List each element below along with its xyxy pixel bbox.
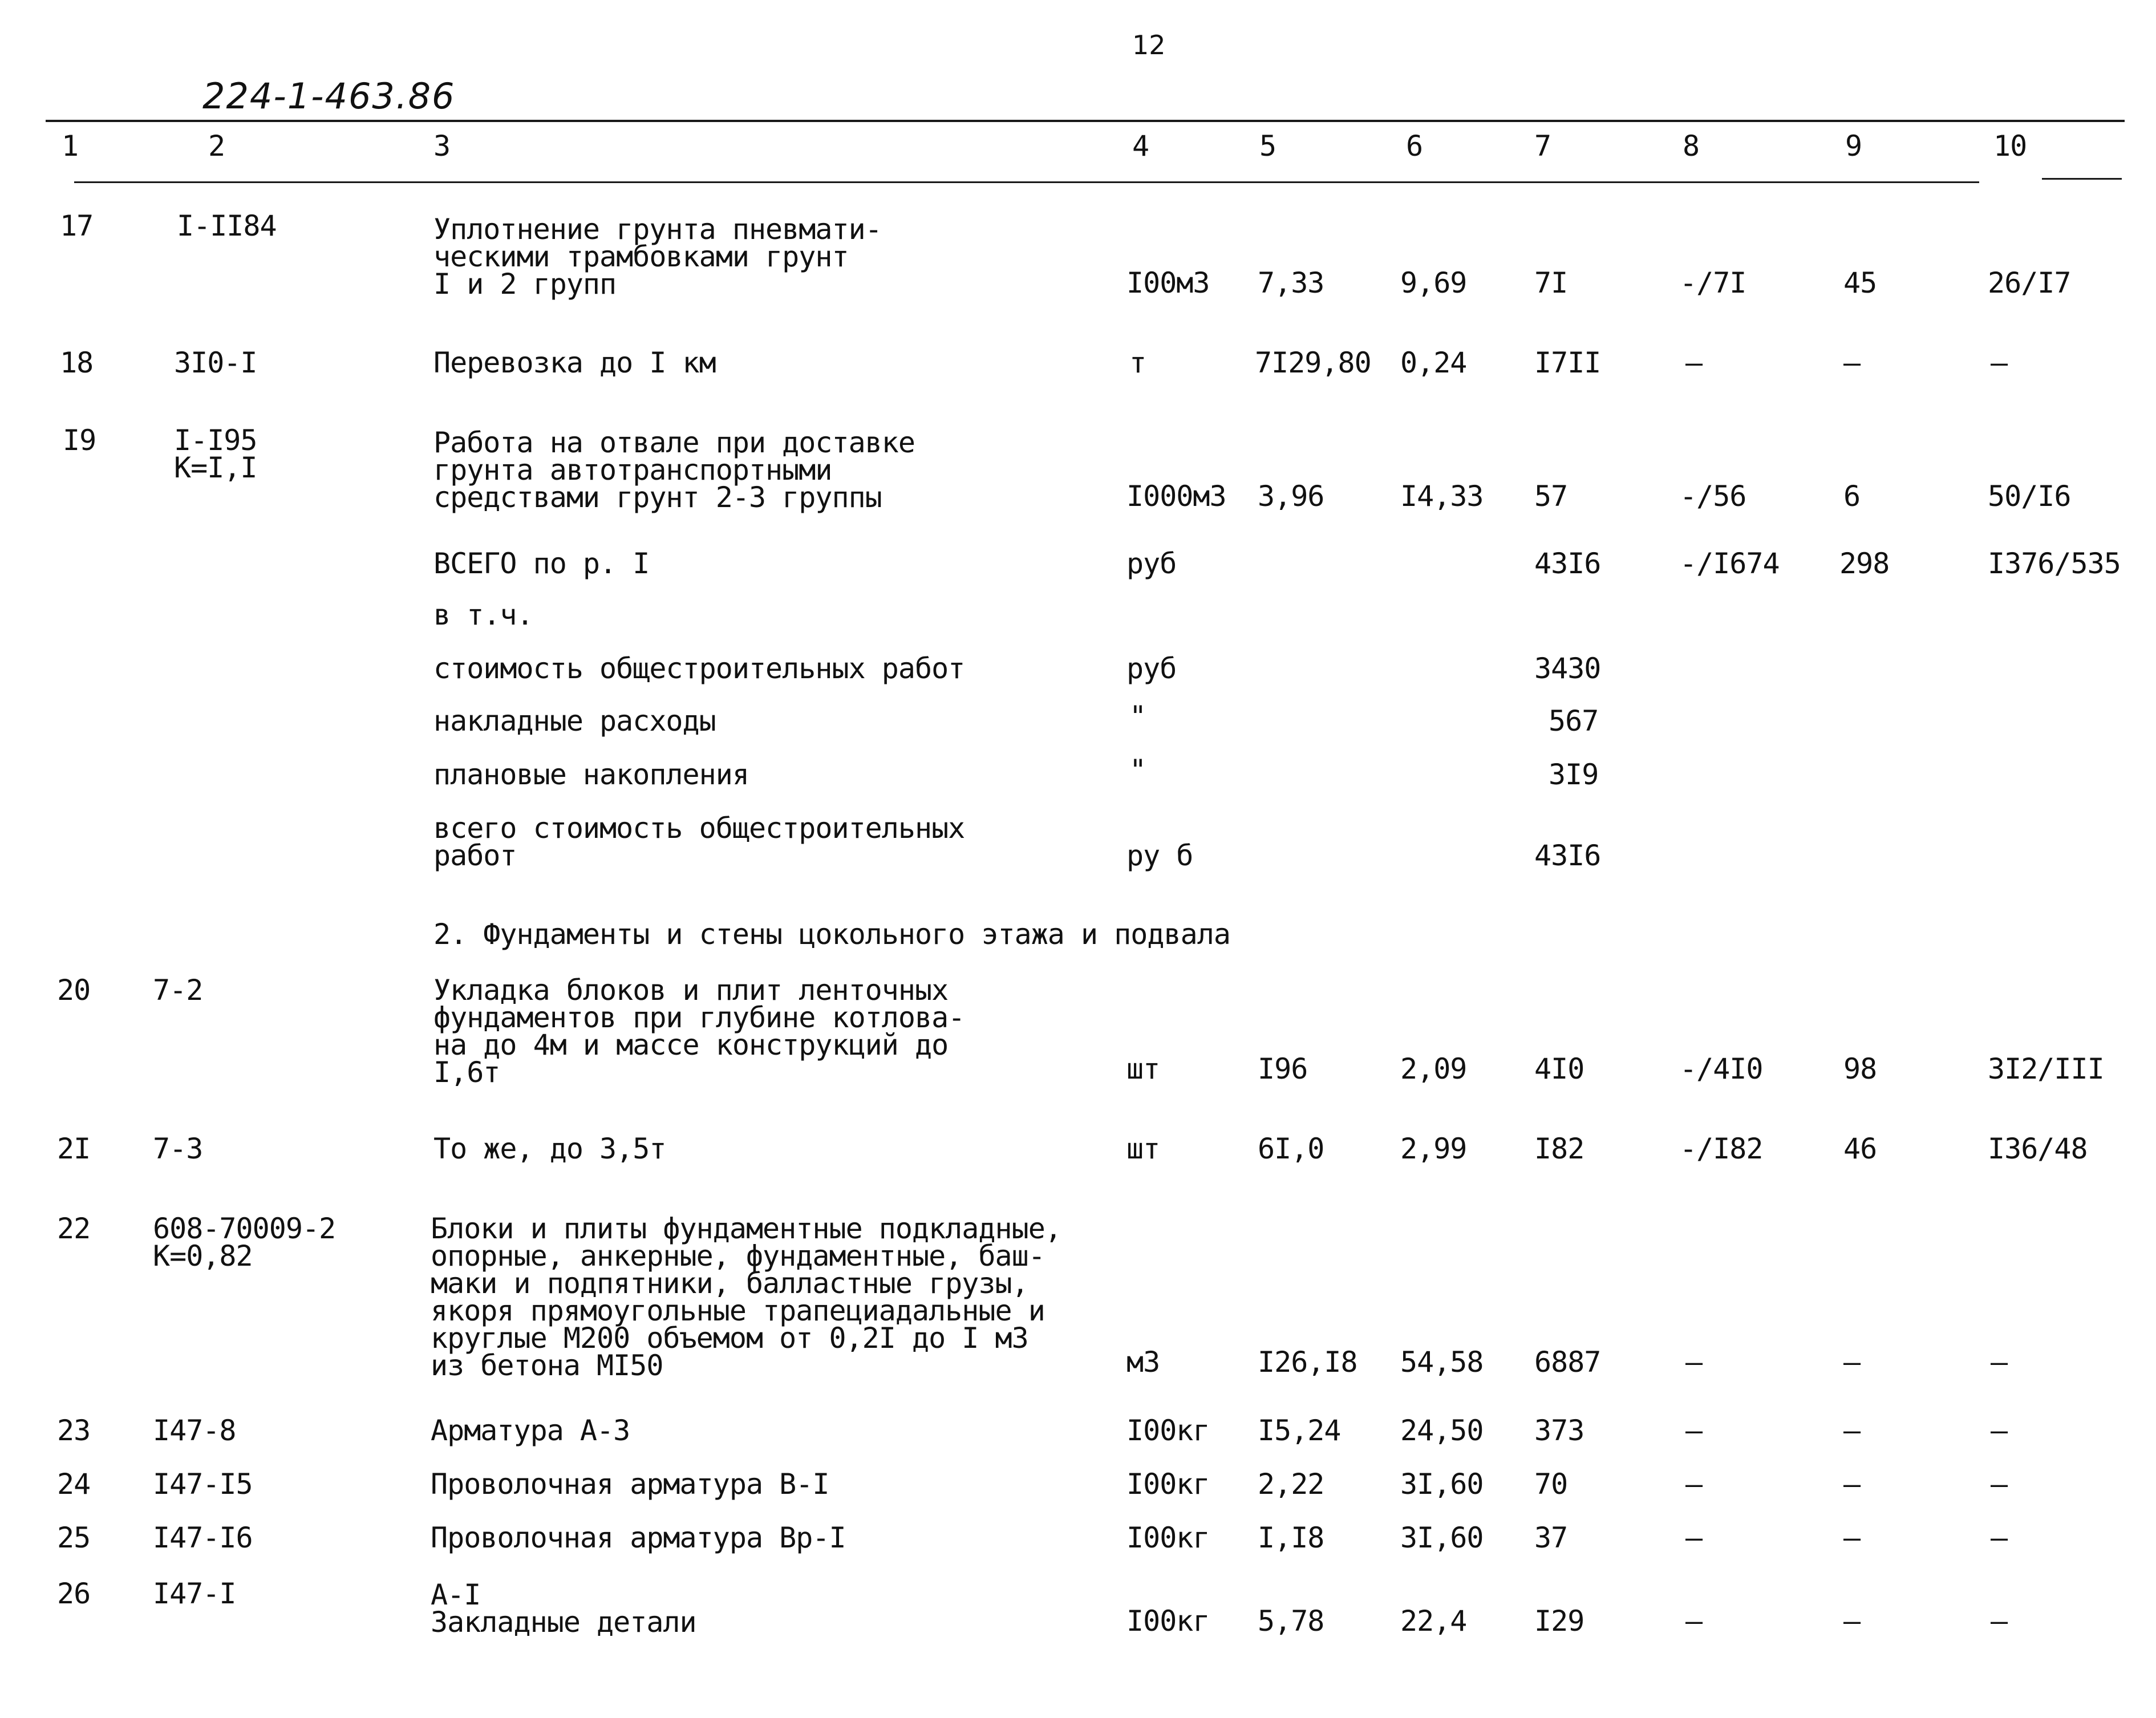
- row-total: I7II: [1534, 346, 1601, 379]
- header-col-2: 2: [208, 129, 225, 163]
- row-code: 7-3: [153, 1132, 203, 1165]
- row-quantity: 5,78: [1258, 1604, 1324, 1638]
- row-total: 37: [1534, 1521, 1568, 1554]
- row-total: 3430: [1534, 652, 1601, 685]
- row-quantity: 7,33: [1258, 266, 1324, 299]
- row-unit: т: [1129, 346, 1146, 379]
- row-quantity: 3,96: [1258, 480, 1324, 513]
- row-unit-price: 9,69: [1400, 266, 1467, 299]
- row-col-8: –: [1685, 1604, 1703, 1638]
- row-unit: I00м3: [1126, 266, 1210, 299]
- row-unit: I00кг: [1126, 1604, 1210, 1638]
- row-number: 18: [60, 346, 94, 379]
- row-unit: шт: [1126, 1052, 1160, 1085]
- row-col-9: 46: [1843, 1132, 1877, 1165]
- header-bottom-rule: [74, 181, 1979, 183]
- row-col-10: I376/535: [1988, 547, 2121, 580]
- row-col-10: 3I2/III: [1988, 1052, 2104, 1085]
- row-col-10: 50/I6: [1988, 480, 2071, 513]
- row-total: 4I0: [1534, 1052, 1584, 1085]
- row-total: 6887: [1534, 1346, 1601, 1379]
- header-col-1: 1: [62, 129, 79, 163]
- row-col-8: –: [1685, 346, 1703, 379]
- row-col-10: –: [1991, 1604, 2008, 1638]
- row-code: I47-I5: [153, 1468, 253, 1501]
- row-unit-price: 24,50: [1400, 1414, 1484, 1447]
- row-description: Арматура А-3: [431, 1414, 630, 1447]
- row-description: Работа на отвале при доставке грунта автотранспортными средствами грунт 2-3 группы: [433, 426, 915, 514]
- row-col-10: –: [1991, 346, 2008, 379]
- row-code: I47-I: [153, 1577, 236, 1610]
- header-col-4: 4: [1132, 129, 1149, 163]
- row-col-10: –: [1991, 1346, 2008, 1379]
- row-unit: I00кг: [1126, 1468, 1210, 1501]
- row-total: 3I9: [1549, 758, 1599, 791]
- row-unit: ": [1129, 700, 1146, 733]
- row-col-8: -/I82: [1680, 1132, 1763, 1165]
- row-col-9: 45: [1843, 266, 1877, 299]
- row-description: Проволочная арматура Вр-I: [431, 1521, 846, 1554]
- row-code: I47-I6: [153, 1521, 253, 1554]
- row-unit: м3: [1126, 1346, 1160, 1379]
- row-unit: ру б: [1126, 839, 1193, 872]
- row-description: ВСЕГО по р. I: [433, 547, 650, 580]
- row-col-8: -/7I: [1680, 266, 1746, 299]
- header-col-3: 3: [433, 129, 451, 163]
- row-number: 25: [57, 1521, 91, 1554]
- row-col-9: –: [1843, 1468, 1861, 1501]
- row-unit: шт: [1126, 1132, 1160, 1165]
- row-description: Перевозка до I км: [433, 346, 716, 379]
- row-quantity: 7I29,80: [1255, 346, 1371, 379]
- header-bottom-rule-right: [2042, 178, 2122, 180]
- row-col-9: –: [1843, 1414, 1861, 1447]
- row-unit: ": [1129, 753, 1146, 787]
- row-unit: руб: [1126, 547, 1177, 580]
- row-col-8: –: [1685, 1468, 1703, 1501]
- row-col-8: -/I674: [1680, 547, 1780, 580]
- row-code: I47-8: [153, 1414, 236, 1447]
- row-number: 17: [60, 209, 94, 242]
- row-number: 2I: [57, 1132, 91, 1165]
- row-total: I82: [1534, 1132, 1584, 1165]
- row-col-9: –: [1843, 1346, 1861, 1379]
- row-col-8: -/56: [1680, 480, 1746, 513]
- row-description: Проволочная арматура В-I: [431, 1468, 829, 1501]
- row-col-9: –: [1843, 1604, 1861, 1638]
- header-col-6: 6: [1406, 129, 1423, 163]
- row-unit: I00кг: [1126, 1414, 1210, 1447]
- row-unit-price: 2,09: [1400, 1052, 1467, 1085]
- row-code: 608-70009-2 К=0,82: [153, 1212, 336, 1273]
- row-unit-price: 22,4: [1400, 1604, 1467, 1638]
- row-total: 373: [1534, 1414, 1584, 1447]
- row-unit: руб: [1126, 652, 1177, 685]
- row-description: Блоки и плиты фундаментные подкладные, опорные, анкерные, фундаментные, баш- маки и подпятники, балластные грузы, якоря прямоугольные трапециадальные и круглые М200 объемом от 0,2I до I м3 из бетона МI50: [431, 1212, 1061, 1382]
- row-quantity: 2,22: [1258, 1468, 1324, 1501]
- row-quantity: I96: [1258, 1052, 1308, 1085]
- row-quantity: I5,24: [1258, 1414, 1341, 1447]
- header-col-5: 5: [1259, 129, 1276, 163]
- row-col-9: 6: [1843, 480, 1861, 513]
- row-total: I29: [1534, 1604, 1584, 1638]
- row-total: 43I6: [1534, 547, 1601, 580]
- row-unit-price: 3I,60: [1400, 1521, 1484, 1554]
- row-description: То же, до 3,5т: [433, 1132, 666, 1165]
- page-number: 12: [1132, 30, 1166, 60]
- row-unit-price: 0,24: [1400, 346, 1467, 379]
- header-col-8: 8: [1683, 129, 1700, 163]
- row-col-9: –: [1843, 1521, 1861, 1554]
- row-col-10: –: [1991, 1414, 2008, 1447]
- row-col-10: –: [1991, 1521, 2008, 1554]
- row-description: всего стоимость общестроительных работ: [433, 812, 965, 872]
- row-number: 20: [57, 974, 91, 1007]
- row-number: 24: [57, 1468, 91, 1501]
- row-code: I-II84: [177, 209, 277, 242]
- row-total: 57: [1534, 480, 1568, 513]
- row-description: накладные расходы: [433, 704, 716, 738]
- row-col-10: 26/I7: [1988, 266, 2071, 299]
- row-col-8: -/4I0: [1680, 1052, 1763, 1085]
- row-total: 70: [1534, 1468, 1568, 1501]
- row-total: 7I: [1534, 266, 1568, 299]
- row-number: I9: [63, 424, 96, 457]
- row-quantity: I,I8: [1258, 1521, 1324, 1554]
- row-unit: I000м3: [1126, 480, 1226, 513]
- row-number: 22: [57, 1212, 91, 1245]
- row-number: 23: [57, 1414, 91, 1447]
- row-col-9: 98: [1843, 1052, 1877, 1085]
- row-description: А-I Закладные детали: [431, 1578, 696, 1639]
- row-col-8: –: [1685, 1414, 1703, 1447]
- row-code: 3I0-I: [174, 346, 257, 379]
- row-unit-price: 3I,60: [1400, 1468, 1484, 1501]
- row-total: 567: [1549, 704, 1599, 738]
- row-quantity: 6I,0: [1258, 1132, 1324, 1165]
- row-unit-price: 2,99: [1400, 1132, 1467, 1165]
- header-col-9: 9: [1845, 129, 1862, 163]
- row-total: 43I6: [1534, 839, 1601, 872]
- row-code: I-I95 К=I,I: [174, 424, 257, 484]
- header-top-rule: [46, 120, 2125, 122]
- section-heading: 2. Фундаменты и стены цокольного этажа и подвала: [433, 918, 1230, 951]
- row-description: Укладка блоков и плит ленточных фундаментов при глубине котлова- на до 4м и массе конструкций до I,6т: [433, 974, 965, 1089]
- row-col-10: –: [1991, 1468, 2008, 1501]
- row-col-9: –: [1843, 346, 1861, 379]
- including-label: в т.ч.: [433, 598, 533, 631]
- row-quantity: I26,I8: [1258, 1346, 1357, 1379]
- row-col-8: –: [1685, 1346, 1703, 1379]
- row-unit: I00кг: [1126, 1521, 1210, 1554]
- row-col-10: I36/48: [1988, 1132, 2088, 1165]
- row-number: 26: [57, 1577, 91, 1610]
- document-code: 224-1-463.86: [202, 75, 456, 117]
- header-col-10: 10: [1993, 129, 2027, 163]
- row-unit-price: 54,58: [1400, 1346, 1484, 1379]
- row-col-8: –: [1685, 1521, 1703, 1554]
- row-description: стоимость общестроительных работ: [433, 652, 965, 685]
- row-description: Уплотнение грунта пневмати- ческими трамбовками грунт I и 2 групп: [433, 213, 882, 301]
- row-description: плановые накопления: [433, 758, 749, 791]
- row-code: 7-2: [153, 974, 203, 1007]
- row-col-9: 298: [1839, 547, 1890, 580]
- row-unit-price: I4,33: [1400, 480, 1484, 513]
- header-col-7: 7: [1534, 129, 1551, 163]
